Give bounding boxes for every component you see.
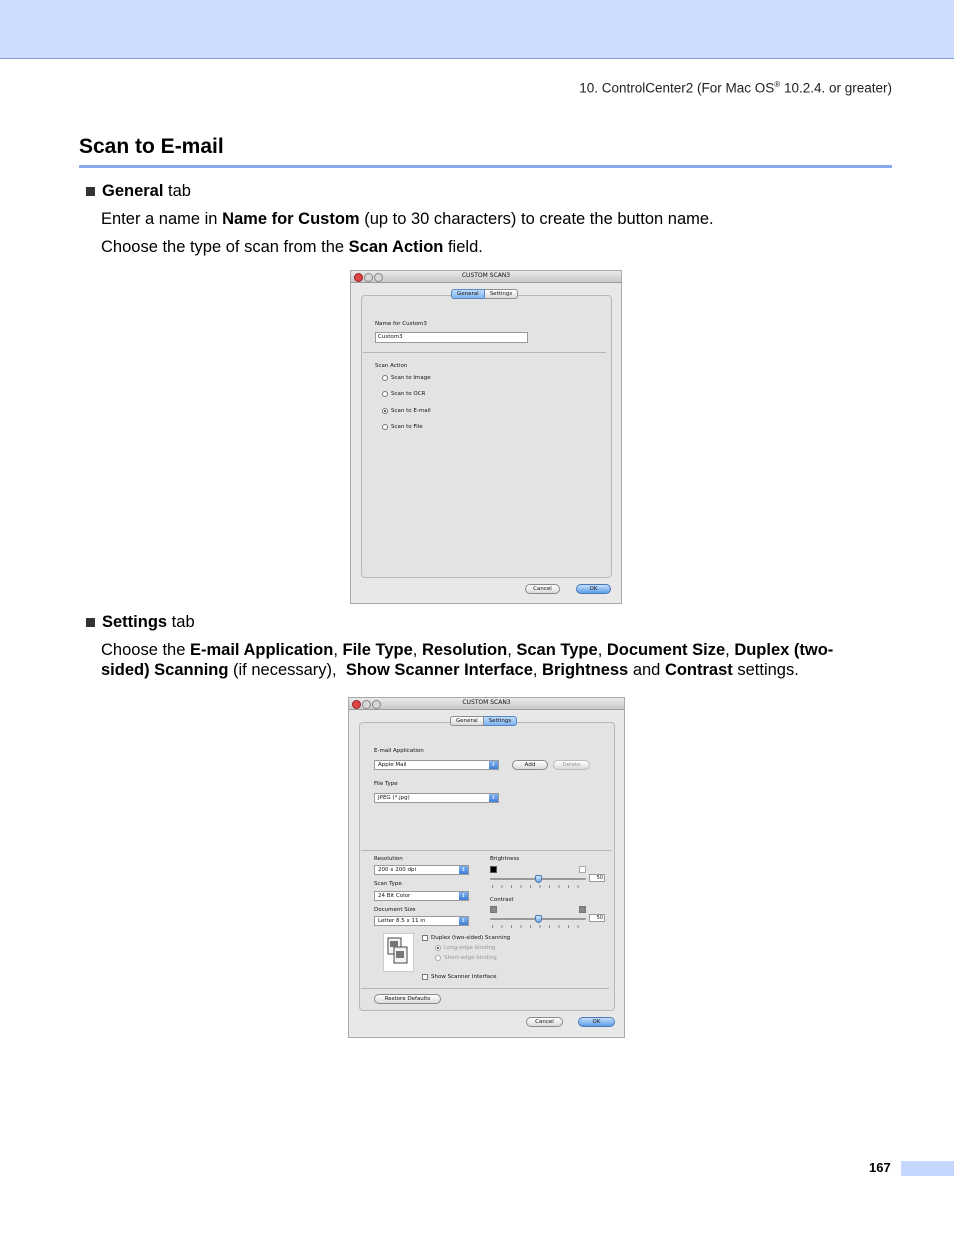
popup-arrows-icon: ⇕ (459, 866, 468, 874)
running-header: 10. ControlCenter2 (For Mac OS® 10.2.4. or greater) (579, 80, 892, 96)
file-type-popup[interactable] (374, 793, 499, 803)
resolution-popup[interactable] (374, 865, 469, 875)
title-rule (79, 165, 892, 168)
email-application-label: E-mail Application (374, 748, 424, 754)
slider-ticks (492, 925, 584, 928)
option-label: Scan to File (391, 424, 423, 430)
general-instruction-1: Enter a name in Name for Custom (up to 30 characters) to create the button name. (101, 210, 714, 228)
duplex-label: Duplex (two-sided) Scanning (431, 935, 511, 941)
window-title: CUSTOM SCAN3 (462, 699, 511, 706)
popup-value: JPEG (*.jpg) (378, 795, 410, 801)
brightness-value[interactable]: 50 (589, 874, 605, 882)
popup-value: 24 Bit Color (378, 893, 411, 899)
settings-dialog-screenshot (348, 697, 625, 1038)
radio-scan-to-ocr[interactable] (382, 391, 388, 397)
slider-ticks (492, 885, 584, 888)
separator (363, 352, 606, 353)
tab-settings[interactable]: Settings (484, 716, 518, 726)
long-edge-label: Long-edge binding (444, 945, 496, 951)
cancel-button[interactable]: Cancel (525, 584, 560, 594)
title-bar (349, 698, 624, 710)
low-contrast-icon (490, 906, 497, 913)
tab-settings[interactable]: Settings (485, 289, 519, 299)
high-contrast-icon (579, 906, 586, 913)
resolution-label: Resolution (374, 856, 403, 862)
radio-long-edge[interactable] (435, 945, 441, 951)
popup-value: Letter 8.5 x 11 in (378, 918, 426, 924)
duplex-checkbox[interactable] (422, 935, 428, 941)
general-instruction-2: Choose the type of scan from the Scan Action field. (101, 238, 483, 256)
page-tab-decoration (901, 1161, 954, 1176)
brightness-slider-knob[interactable] (535, 875, 542, 883)
general-dialog-screenshot (350, 270, 622, 604)
duplex-pages-icon (383, 933, 414, 972)
option-label: Scan to Image (391, 375, 431, 381)
contrast-label: Contrast (490, 897, 514, 903)
bullet-square (86, 618, 95, 627)
ok-button[interactable]: OK (578, 1017, 615, 1027)
separator (361, 850, 611, 851)
short-edge-label: Short-edge binding (444, 955, 497, 961)
scan-type-popup[interactable] (374, 891, 469, 901)
popup-arrows-icon: ⇕ (459, 892, 468, 900)
section-title: Scan to E-mail (79, 135, 224, 158)
general-tab-heading: General tab (86, 181, 191, 201)
name-for-custom-input[interactable]: Custom3 (375, 332, 528, 343)
header-band (0, 0, 954, 59)
name-for-custom-label: Name for Custom3 (375, 321, 427, 327)
tab-bar (450, 716, 517, 726)
brightness-label: Brightness (490, 856, 520, 862)
document-size-label: Document Size (374, 907, 416, 913)
scan-type-label: Scan Type (374, 881, 402, 887)
settings-tab-heading: Settings tab (86, 612, 195, 632)
radio-scan-to-email[interactable] (382, 408, 388, 414)
bullet-square (86, 187, 95, 196)
delete-button[interactable]: Delete (553, 760, 590, 770)
radio-scan-to-file[interactable] (382, 424, 388, 430)
title-bar (351, 271, 621, 283)
radio-scan-to-image[interactable] (382, 375, 388, 381)
file-type-label: File Type (374, 781, 398, 787)
popup-arrows-icon: ⇕ (489, 794, 498, 802)
page-number: 167 (869, 1160, 891, 1175)
contrast-slider-knob[interactable] (535, 915, 542, 923)
add-button[interactable]: Add (512, 760, 548, 770)
restore-defaults-button[interactable]: Restore Defaults (374, 994, 441, 1004)
radio-short-edge[interactable] (435, 955, 441, 961)
settings-instruction-2: sided) Scanning (if necessary), Show Scanner Interface, Brightness and Contrast settings. (101, 661, 799, 679)
cancel-button[interactable]: Cancel (526, 1017, 563, 1027)
window-title: CUSTOM SCAN3 (461, 272, 511, 279)
popup-value: Apple Mail (378, 762, 407, 768)
separator (361, 988, 609, 989)
email-application-popup[interactable] (374, 760, 499, 770)
ok-button[interactable]: OK (576, 584, 611, 594)
tab-general[interactable]: General (450, 716, 484, 726)
popup-value: 200 x 200 dpi (378, 867, 417, 873)
scan-action-label: Scan Action (375, 363, 408, 369)
show-scanner-interface-label: Show Scanner Interface (431, 974, 497, 980)
show-scanner-interface-checkbox[interactable] (422, 974, 428, 980)
popup-arrows-icon: ⇕ (459, 917, 468, 925)
popup-arrows-icon: ⇕ (489, 761, 498, 769)
document-size-popup[interactable] (374, 916, 469, 926)
option-label: Scan to E-mail (391, 408, 431, 414)
light-swatch-icon (579, 866, 586, 873)
settings-instruction-1: Choose the E-mail Application, File Type, Resolution, Scan Type, Document Size, Duplex (two- (101, 641, 834, 659)
tab-general[interactable]: General (451, 289, 485, 299)
tab-bar (451, 289, 518, 299)
option-label: Scan to OCR (391, 391, 426, 397)
contrast-value[interactable]: 50 (589, 914, 605, 922)
dark-swatch-icon (490, 866, 497, 873)
